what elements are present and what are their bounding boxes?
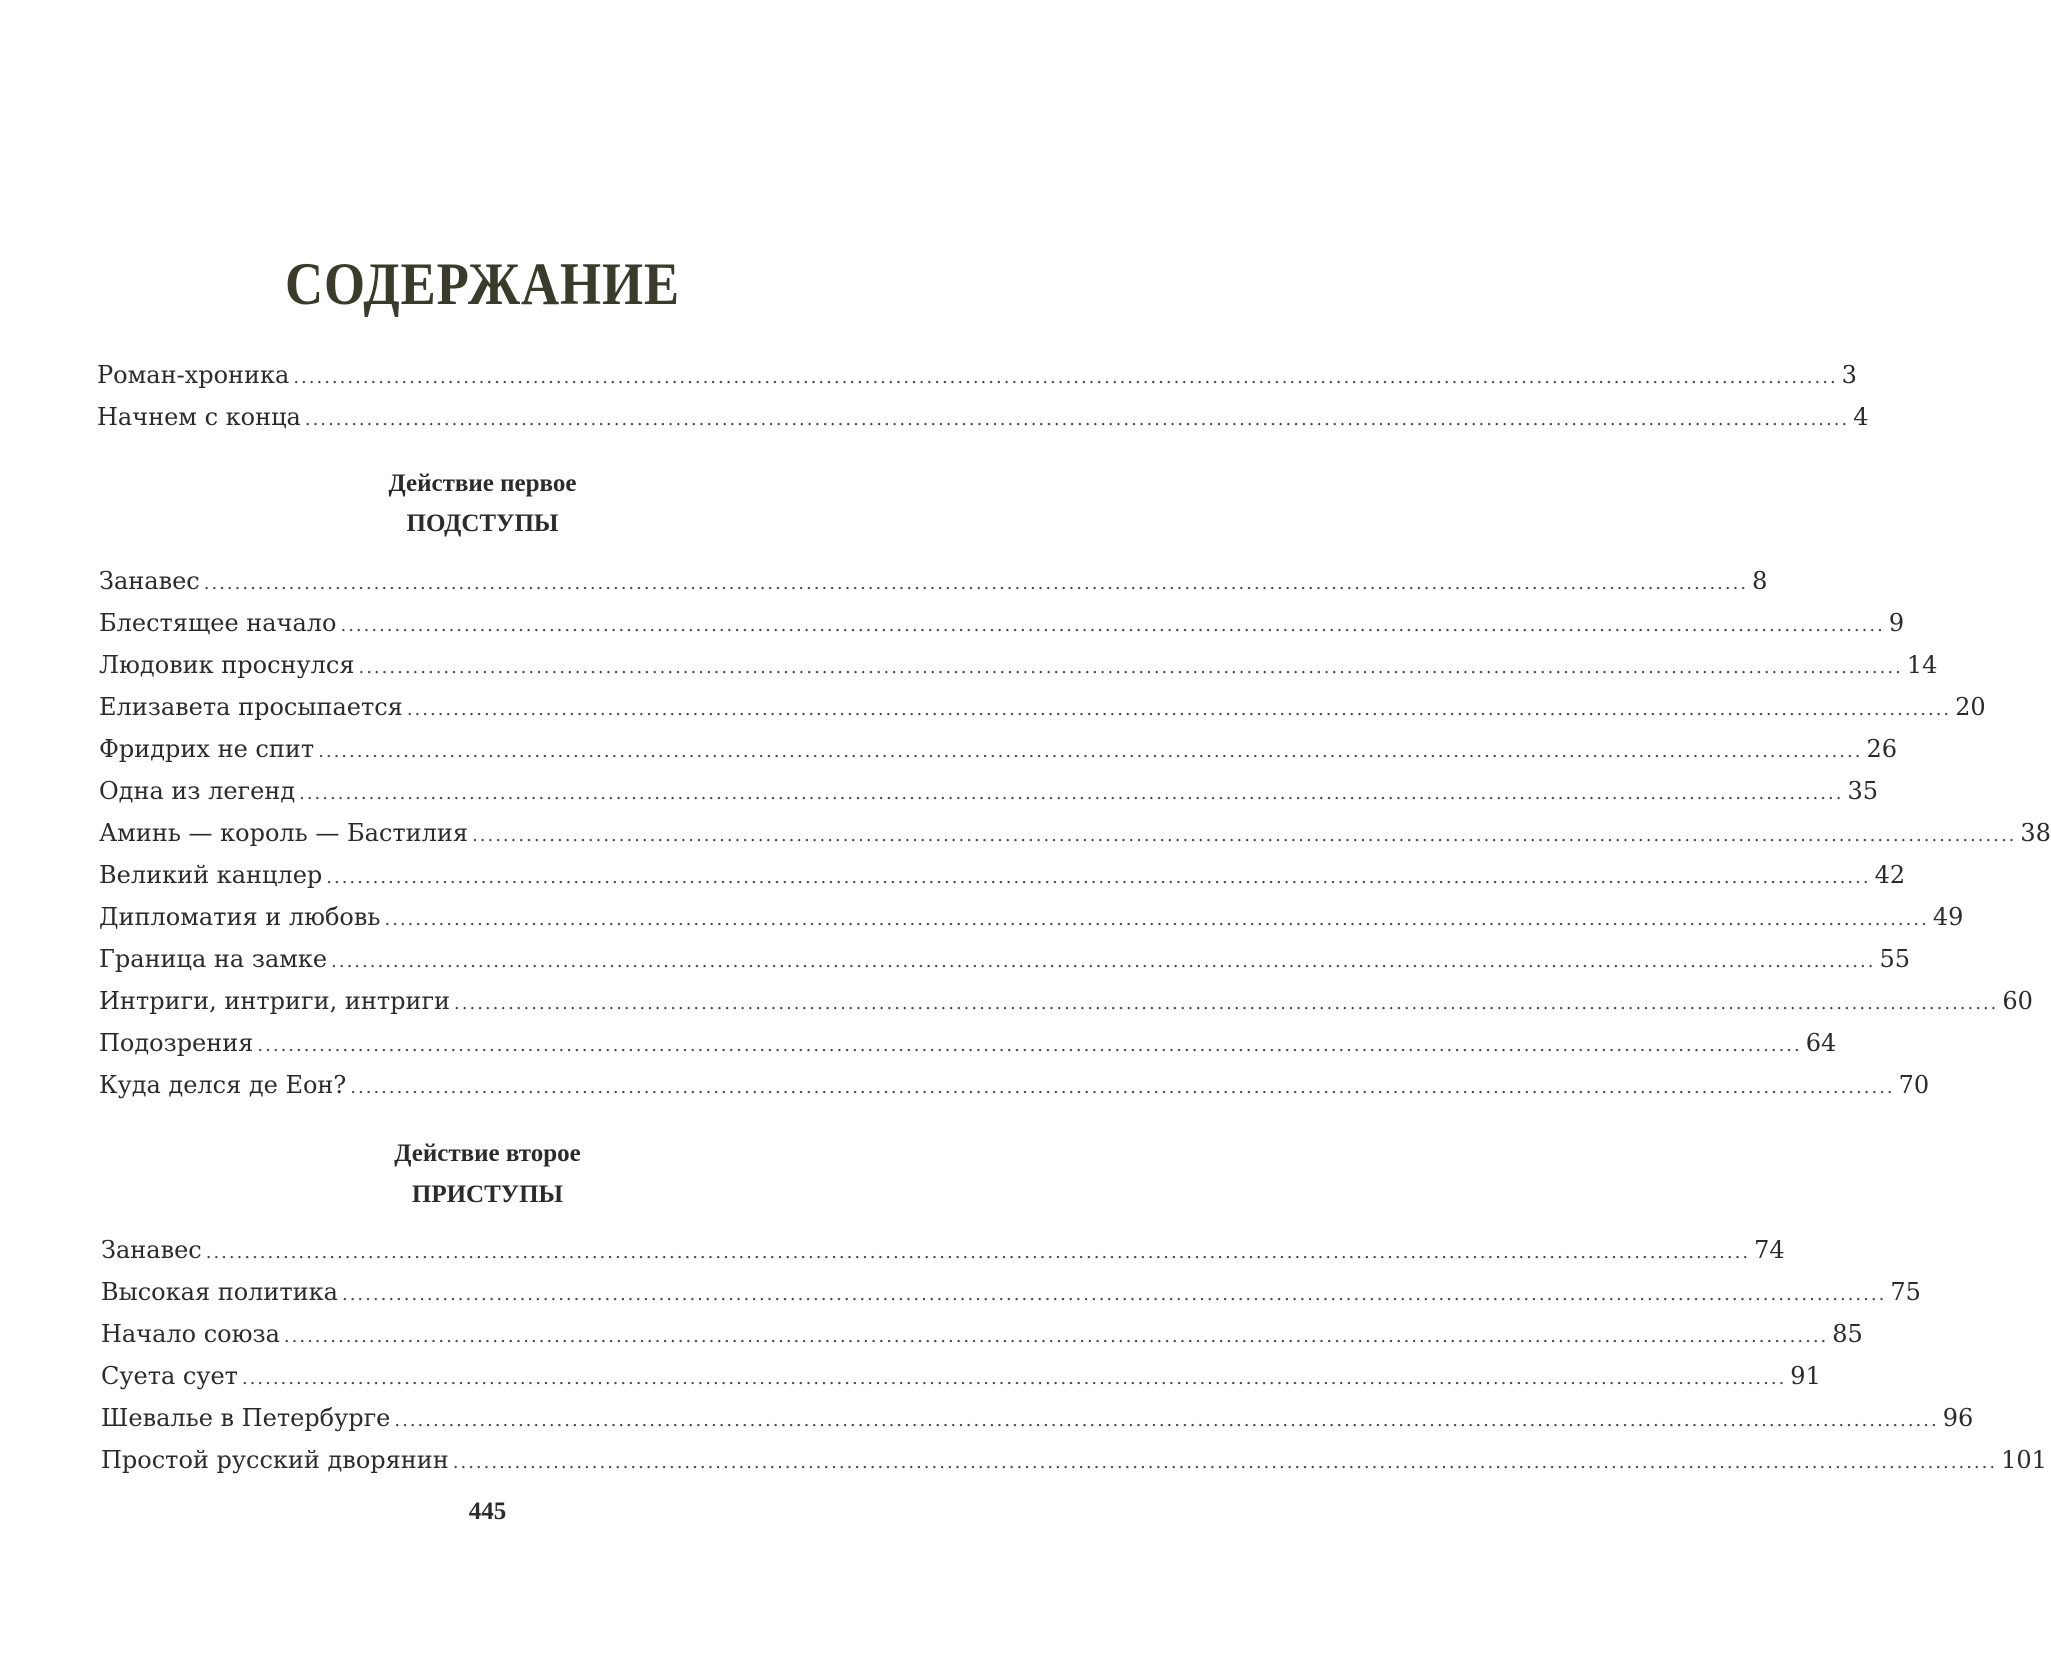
entry-title: Начнем с конца [97,403,301,431]
entry-title: Занавес [101,1236,202,1264]
leader-dots: ........................................................................................................................................................................................................ [205,1242,1751,1263]
toc-intro [97,354,1869,438]
entry-page: 91 [1790,1362,1821,1390]
entry-page: 14 [1906,651,1938,679]
entry-page: 96 [1942,1404,1974,1432]
entry-page: 9 [1888,609,1905,637]
entry-title: Аминь — король — Бастилия [99,819,469,847]
entry-page: 42 [1874,861,1906,889]
leader-dots: ........................................................................................................................................................................................................ [293,367,1838,388]
entry-title: Подозрения [99,1029,254,1057]
entry-title: Дипломатия и любовь [99,903,381,931]
page-number: 445 [468,1498,507,1525]
toc-entry [101,1439,2047,1481]
toc-entry [99,938,1911,980]
part1-heading: ПОДСТУПЫ [406,510,559,537]
toc-part2 [101,1229,2047,1481]
entry-page: 4 [1853,403,1869,431]
toc-entry [99,854,1906,896]
part2-heading: ПРИСТУПЫ [411,1181,564,1208]
toc-entry [101,1271,1921,1313]
toc-entry [99,1064,1930,1106]
part1-subtitle: Действие первое [388,470,577,497]
leader-dots: ........................................................................................................................................................................................................ [358,657,1903,678]
toc-entry [99,770,1878,812]
toc-entry [99,728,1898,770]
toc-entry [97,396,1869,438]
entry-title: Суета сует [101,1362,238,1390]
entry-title: Интриги, интриги, интриги [99,987,451,1015]
entry-page: 60 [2002,987,2033,1015]
leader-dots: ........................................................................................................................................................................................................ [331,951,1876,972]
leader-dots: ........................................................................................................................................................................................................ [394,1410,1939,1431]
toc-entry [101,1355,1821,1397]
entry-title: Простой русский дворянин [101,1446,449,1474]
leader-dots: ........................................................................................................................................................................................................ [340,615,1885,636]
entry-title: Великий канцлер [99,861,323,889]
entry-page: 3 [1841,361,1857,389]
entry-page: 55 [1879,945,1911,973]
entry-title: Роман-хроника [97,361,290,389]
entry-page: 20 [1955,693,1986,721]
leader-dots: ........................................................................................................................................................................................................ [304,409,1850,430]
entry-title: Одна из легенд [99,777,296,805]
entry-title: Граница на замке [99,945,328,973]
toc-entry [97,354,1857,396]
entry-title: Куда делся де Еон? [99,1071,347,1099]
entry-title: Людовик проснулся [99,651,355,679]
leader-dots: ........................................................................................................................................................................................................ [241,1368,1787,1389]
entry-page: 38 [2020,819,2051,847]
leader-dots: ........................................................................................................................................................................................................ [472,825,2017,846]
toc-entry [99,896,1964,938]
entry-page: 35 [1847,777,1878,805]
leader-dots: ........................................................................................................................................................................................................ [452,1452,1998,1473]
entry-page: 74 [1754,1236,1785,1264]
leader-dots: ........................................................................................................................................................................................................ [318,741,1863,762]
leader-dots: ........................................................................................................................................................................................................ [341,1284,1887,1305]
leader-dots: ........................................................................................................................................................................................................ [203,573,1749,594]
toc-entry [99,812,2051,854]
entry-page: 49 [1932,903,1964,931]
toc-entry [99,980,2033,1022]
page-title: СОДЕРЖАНИЕ [284,251,681,317]
entry-title: Шевалье в Петербурге [101,1404,391,1432]
toc-part1 [99,560,2051,1106]
leader-dots: ........................................................................................................................................................................................................ [257,1035,1802,1056]
toc-entry [99,560,1768,602]
leader-dots: ........................................................................................................................................................................................................ [299,783,1844,804]
entry-title: Блестящее начало [99,609,337,637]
entry-title: Начало союза [101,1320,280,1348]
leader-dots: ........................................................................................................................................................................................................ [406,699,1952,720]
leader-dots: ........................................................................................................................................................................................................ [283,1326,1829,1347]
part2-subtitle: Действие второе [394,1140,581,1167]
entry-page: 75 [1890,1278,1921,1306]
entry-page: 70 [1898,1071,1930,1099]
leader-dots: ........................................................................................................................................................................................................ [350,1077,1895,1098]
toc-entry [101,1313,1863,1355]
entry-page: 8 [1752,567,1768,595]
toc-entry [99,602,1905,644]
entry-title: Высокая политика [101,1278,338,1306]
entry-page: 85 [1832,1320,1863,1348]
toc-entry [99,644,1938,686]
toc-entry [101,1397,1974,1439]
leader-dots: ........................................................................................................................................................................................................ [454,993,1999,1014]
leader-dots: ........................................................................................................................................................................................................ [384,909,1929,930]
entry-page: 26 [1866,735,1898,763]
entry-title: Елизавета просыпается [99,693,403,721]
entry-title: Занавес [99,567,200,595]
entry-page: 101 [2001,1446,2047,1474]
entry-title: Фридрих не спит [99,735,315,763]
entry-page: 64 [1805,1029,1837,1057]
toc-entry [101,1229,1785,1271]
toc-entry [99,686,1986,728]
toc-entry [99,1022,1837,1064]
leader-dots: ........................................................................................................................................................................................................ [326,867,1871,888]
